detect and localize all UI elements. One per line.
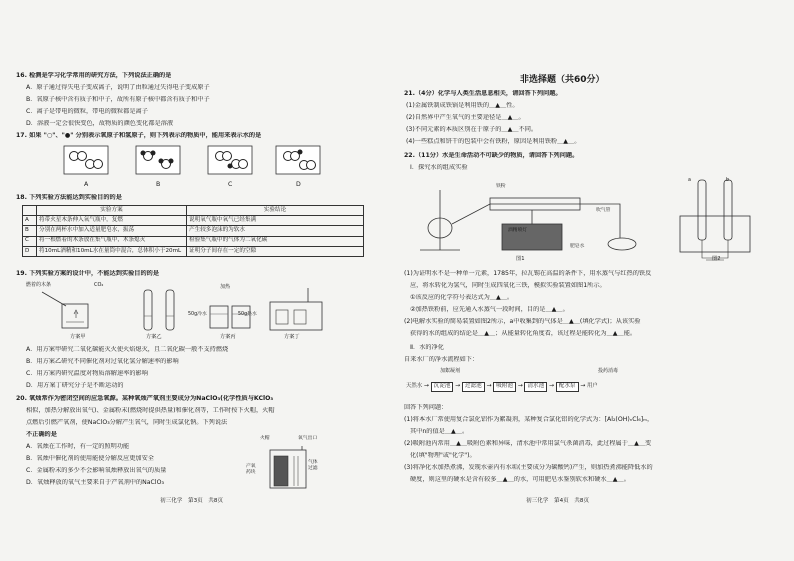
q17-molecule-figures — [62, 144, 322, 178]
q22-text: (1)为证明水不是一种单一元素，1785年，拉瓦锡在高温的条件下，用水蒸气与红热的铁反 — [404, 270, 652, 277]
q19-tag: CO₂ — [94, 282, 104, 288]
q21-stem: 21.（4分）化学与人类生活息息相关，请回答下列问题。 — [404, 90, 562, 97]
table-cell: 证明分子间存在一定的空隙 — [187, 246, 364, 256]
table-row — [23, 216, 364, 226]
q16-option: C．离子是带电的微粒，带电的微粒都是离子 — [26, 108, 148, 115]
q22-text: ①该反应的化学符号表达式为＿▲＿。 — [410, 294, 514, 301]
table-cell: D — [23, 246, 37, 256]
table-header: 实验方案 — [37, 206, 187, 216]
q18-stem: 18. 下列实验方法能达到实验目的的是 — [16, 194, 122, 201]
table-cell: B — [23, 226, 37, 236]
q17-label: B — [156, 181, 161, 188]
section-title: 非选择题（共60分） — [520, 75, 605, 85]
table-cell: 产生较多泡沫的为软水 — [187, 226, 364, 236]
arrow-right-icon: → — [486, 382, 492, 389]
fig-caption: 图1 — [516, 256, 525, 262]
q20-option: B．氧烛中催化剂的使用能使分解反应更加安全 — [26, 455, 154, 462]
fig-label: 氧气出口 — [298, 436, 318, 441]
arrow-right-icon: → — [455, 382, 461, 389]
fig-label: 吹气管 — [596, 208, 611, 213]
fig-label: 产氧药块 — [246, 464, 256, 476]
q19-option: D．用方案丁研究分子是不断运动的 — [26, 382, 124, 389]
q20-stem: 相似，加热分解放出氧气)、金属粉末(燃烧时提供热量)和催化剂等，工作时按下火帽，火帽 — [26, 407, 275, 414]
q20-stem: 不正确的是 — [26, 431, 57, 438]
q21-line: (3)不同元素的本质区别在于原子的＿▲＿不同。 — [406, 126, 538, 133]
left-page — [12, 0, 390, 561]
water-experiment-figures — [410, 176, 780, 266]
q22-text: 获得的水的组成的结论是＿▲＿；从能量转化角度看，该过程是能转化为＿▲＿能。 — [410, 330, 637, 337]
q16-option: B．氧原子核中含有质子和中子，故所有原子核中都含有质子和中子 — [26, 96, 210, 103]
flow-title: 自来水厂的净水流程如下： — [404, 356, 479, 363]
flow-process — [406, 382, 598, 392]
table-row — [23, 246, 364, 256]
arrow-right-icon: → — [548, 382, 554, 389]
q19-stem: 19. 下列实验方案的设计中，不能达到实验目的的是 — [16, 270, 160, 277]
q19-label: 方案丙 — [220, 334, 236, 340]
arrow-right-icon: → — [423, 382, 429, 389]
table-cell: A — [23, 216, 37, 226]
q17-stem: 17. 如果 "○"、"●" 分别表示氧原子和氢原子，则下列表示的物质中，能用来表示水的是 — [16, 132, 262, 139]
right-page — [400, 0, 784, 561]
table-header: 实验结论 — [187, 206, 364, 216]
q19-option: A．用方案甲研究二氧化碳能灭火使火焰熄灭，且二氧化碳一般不支持燃烧 — [26, 346, 229, 353]
table-cell: 分别在两杯水中加入适量肥皂水，振荡 — [37, 226, 187, 236]
fig-label: 肥皂水 — [570, 244, 585, 249]
flow-step: 用户 — [586, 383, 598, 389]
answer-line: (1)将本水厂常使用复合氯化铝作为絮凝剂，某种复合氯化铝的化学式为：[Al₂(OH)ₙCl₆]ₘ， — [404, 416, 654, 423]
oxygen-atom — [94, 160, 103, 169]
q18-table — [22, 205, 364, 257]
flow-step: 过滤池 — [462, 382, 485, 392]
flow-step: 吸附池 — [493, 382, 516, 392]
q19-label: 方案乙 — [146, 334, 162, 340]
flow-step: 配水泵 — [556, 382, 579, 392]
q16-option: A．原子通过得失电子变成离子，说明了由粒通过失得电子变成原子 — [26, 84, 210, 91]
answer-title: 回答下列问题： — [404, 404, 448, 411]
arrow-right-icon: → — [580, 382, 586, 389]
q17-label: D — [296, 181, 301, 188]
q19-label: 方案甲 — [70, 334, 86, 340]
answer-line: 其中n的值是＿▲＿。 — [410, 428, 469, 435]
fig-caption: 图2 — [712, 256, 721, 262]
page-footer: 初三化学 第4页 共8页 — [526, 498, 590, 504]
q22-part1: Ⅰ．探究水的组成实验 — [410, 164, 468, 171]
q20-stem: 20. 氧烛常作为密闭空间的应急氧源。某种氧烛产氧剂主要成分为NaClO₃(化学性质与KClO₃ — [16, 395, 274, 402]
q19-option: B．用方案乙研究不同催化剂对过氧化氢分解速率的影响 — [26, 358, 179, 365]
page-footer: 初三化学 第3页 共8页 — [160, 498, 224, 504]
oxygen-atom — [78, 152, 87, 161]
fig-label: 气体过滤 — [308, 460, 318, 472]
answer-line: (3)将净化水加热煮沸，发现水壶内有水垢(主要成分为碳酸钙)产生，则加热煮沸能降低水的 — [404, 464, 653, 471]
q22-text: 应，将水转化为氢气，同时生成四氧化三铁，模拟实验装置如图1所示。 — [410, 282, 606, 289]
fig-label: a — [688, 178, 691, 183]
table-cell: 说明氧气瓶中氧气已经集满 — [187, 216, 364, 226]
q22-text: (2)电解水实验的简易装置如图2所示，a中收集到的气体是＿▲＿(填化学式)；从该实验 — [404, 318, 641, 325]
q17-box-a — [64, 146, 108, 174]
table-cell: C — [23, 236, 37, 246]
q17-box-b — [136, 146, 180, 174]
table-header-row — [23, 206, 364, 216]
q17-label: A — [84, 181, 89, 188]
q19-tag: 50g冷水 — [188, 312, 207, 317]
fig-label: 酒精喷灯 — [508, 228, 528, 233]
flow-step: 清水池 — [524, 382, 547, 392]
q22-stem: 22.（11分）水是生命活动不可缺少的物质，请回答下列问题。 — [404, 152, 579, 159]
flow-note: 投药消毒 — [598, 368, 619, 374]
table-cell: 检验集气瓶中的气体为二氧化碳 — [187, 236, 364, 246]
table-cell: 将带火星木条伸入氧气瓶中，复燃 — [37, 216, 187, 226]
flow-step: 沉淀池 — [431, 382, 454, 392]
q20-option: C．金属粉末的多少不会影响氧烛释放出氧气的质量 — [26, 467, 167, 474]
table-header — [23, 206, 37, 216]
oxygen-candle-figure — [258, 438, 338, 492]
q22-text: ②加热铁粉前，应先通入水蒸气一段时间，目的是＿▲＿。 — [410, 306, 569, 313]
table-cell: 将10mL酒精和10mL水在量筒中混合，总体积小于20mL — [37, 246, 187, 256]
q19-option: C．用方案丙研究温度对物质溶解速率的影响 — [26, 370, 148, 377]
q20-stem: 点燃后引燃产氧剂，使NaClO₃分解产生氧气，同时生成氯化钠。下列说法 — [26, 419, 228, 426]
answer-line: 化(填"物理"或"化学")。 — [410, 452, 476, 459]
q19-label: 方案丁 — [284, 334, 300, 340]
q16-stem: 16. 检测是学习化学常用的研究方法，下列说法正确的是 — [16, 72, 172, 79]
q21-line: (2)自然界中产生氧气的主要途径是＿▲＿。 — [406, 114, 525, 121]
q19-tag: 燃着的木条 — [26, 282, 52, 288]
fig-label: 铁粉 — [496, 184, 506, 189]
q16-option: D．溶液一定会很快变色，故物质的颜色变化都是溶液 — [26, 120, 174, 127]
table-cell: 将一根燃着的木条放在集气瓶中，木条熄灭 — [37, 236, 187, 246]
q21-line: (1)金属铁制成铁锅是利用铁的＿▲＿性。 — [406, 102, 519, 109]
q20-option: D．氧烛释放的氧气主要来自于产氧剂中的NaClO₃ — [26, 479, 164, 486]
arrow-right-icon: → — [517, 382, 523, 389]
q21-line: (4)一些糕点和饼干的包装中会有铁粉，原因是利用铁粉＿▲＿。 — [406, 138, 581, 145]
answer-line: 硬度，则这里的硬水是含有较多＿▲＿的水，可用肥皂水鉴别软水和硬水＿▲＿。 — [410, 476, 630, 483]
table-row — [23, 226, 364, 236]
q20-option: A．氧烛在工作时，有一定的照明功能 — [26, 443, 130, 450]
fig-label: 火帽 — [260, 436, 270, 441]
q19-tag: 50g热水 — [238, 312, 257, 317]
q22-part2: Ⅱ．水的净化 — [410, 344, 444, 351]
q19-tag: 加热 — [220, 284, 231, 290]
q19-apparatus-figures — [32, 282, 332, 342]
answer-line: (2)吸附池内常用＿▲＿吸附色素和异味，清水池中常用氯气杀菌消毒，此过程属于＿▲＿变 — [404, 440, 652, 447]
flow-step: 天然水 — [406, 383, 423, 389]
flow-note: 加絮凝剂 — [440, 368, 461, 374]
table-row — [23, 236, 364, 246]
q17-label: C — [228, 181, 233, 188]
fig-label: b — [726, 178, 730, 183]
